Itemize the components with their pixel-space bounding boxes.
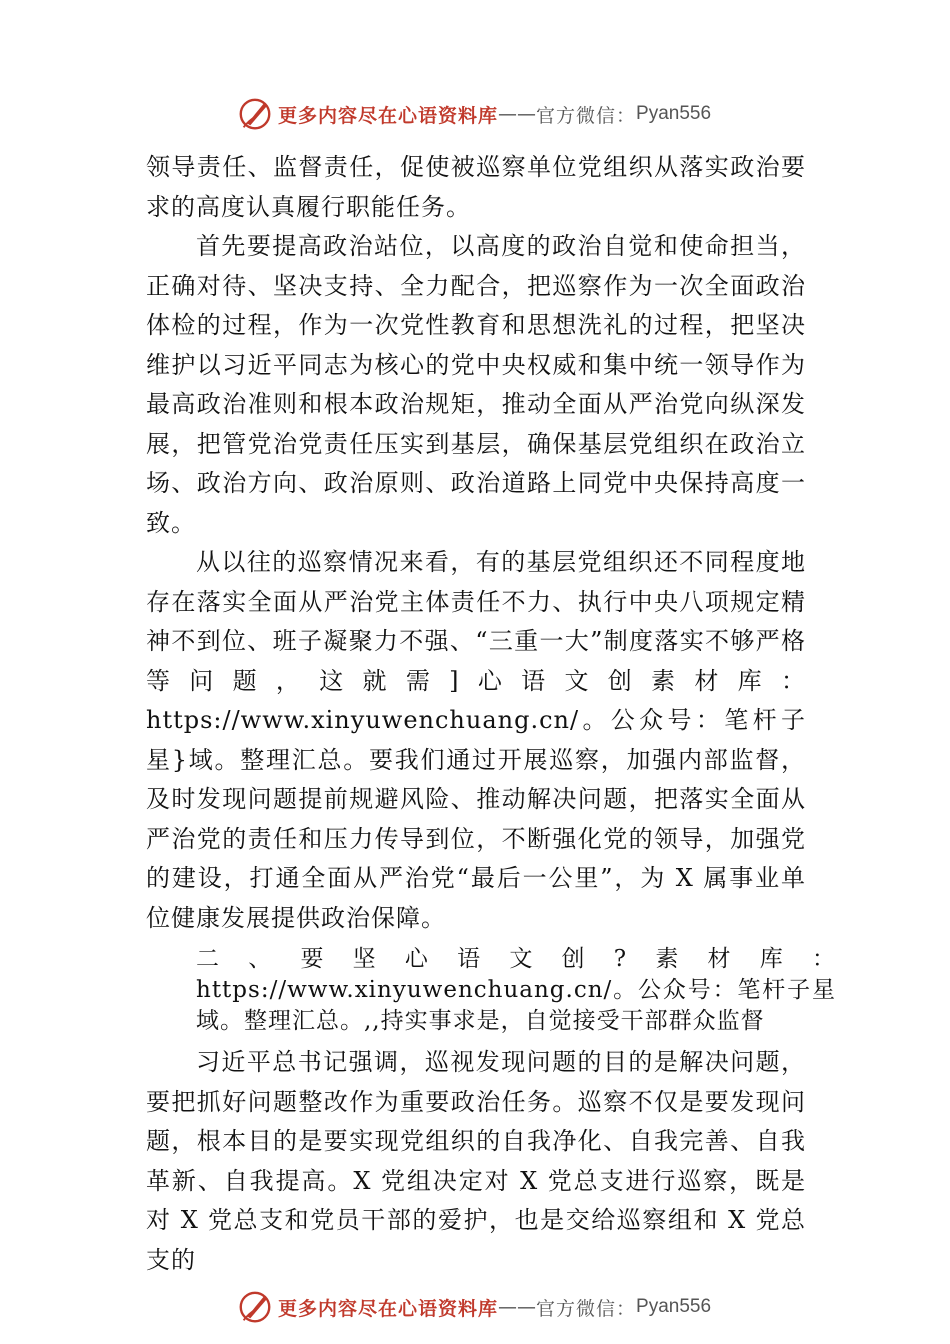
banner-account: Pyan556 bbox=[636, 103, 712, 124]
paragraph-2: 首先要提高政治站位，以高度的政治自觉和使命担当，正确对待、坚决支持、全力配合，把巡察作为一次全面政治体检的过程，作为一次党性教育和思想洗礼的过程，把坚决维护以习近平同志为核心的党中央权威和集中统一领导作为最高政治准则和根本政治规矩，推动全面从严治党向纵深发展，把管党治党责任压实到基层，确保基层党组织在政治立场、政治方向、政治原则、政治道路上同党中央保持高度一致。 bbox=[146, 232, 806, 537]
banner-library-text: 更多内容尽在心语资料库 bbox=[278, 104, 499, 127]
footer-banner bbox=[236, 1287, 711, 1327]
banner-library-text: 更多内容尽在心语资料库 bbox=[278, 1297, 499, 1320]
paragraph-1: 领导责任、监督责任，促使被巡察单位党组织从落实政治要求的高度认真履行职能任务。 bbox=[146, 153, 806, 221]
banner-wechat-label: 官方微信： bbox=[536, 1297, 637, 1320]
banner-wechat-label: 官方微信： bbox=[536, 104, 637, 127]
header-banner bbox=[236, 94, 711, 134]
pen-logo-icon bbox=[236, 1288, 274, 1326]
section-heading-2: 二、要坚心语文创?素材库：https://www.xinyuwenchuang.cn/。公众号：笔杆子星域。整理汇总。,,持实事求是，自觉接受干部群众监督 bbox=[196, 946, 836, 1034]
document-body bbox=[146, 148, 836, 1280]
paragraph-3: 从以往的巡察情况来看，有的基层党组织还不同程度地存在落实全面从严治党主体责任不力、执行中央八项规定精神不到位、班子凝聚力不强、“三重一大”制度落实不够严格等问题，这就需]心语文创素材库：https://www.xinyuwenchuang.cn/。公众号：笔杆子星}域。整理汇总。要我们通过开展巡察，加强内部监督，及时发现问题提前规避风险、推动解决问题，把落实全面从严治党的责任和压力传导到位，不断强化党的领导，加强党的建设，打通全面从严治党“最后一公里”，为 X 属事业单位健康发展提供政治保障。 bbox=[146, 548, 806, 932]
banner-dash: —— bbox=[498, 103, 537, 125]
paragraph-4: 习近平总书记强调，巡视发现问题的目的是解决问题，要把抓好问题整改作为重要政治任务。巡察不仅是要发现问题，根本目的是要实现党组织的自我净化、自我完善、自我革新、自我提高。X 党组决定对 X 党总支进行巡察，既是对 X 党总支和党员干部的爱护，也是交给巡察组和 X 党总支的 bbox=[146, 1048, 806, 1274]
banner-account: Pyan556 bbox=[636, 1296, 712, 1317]
pen-logo-icon bbox=[236, 95, 274, 133]
banner-dash: —— bbox=[498, 1296, 537, 1318]
